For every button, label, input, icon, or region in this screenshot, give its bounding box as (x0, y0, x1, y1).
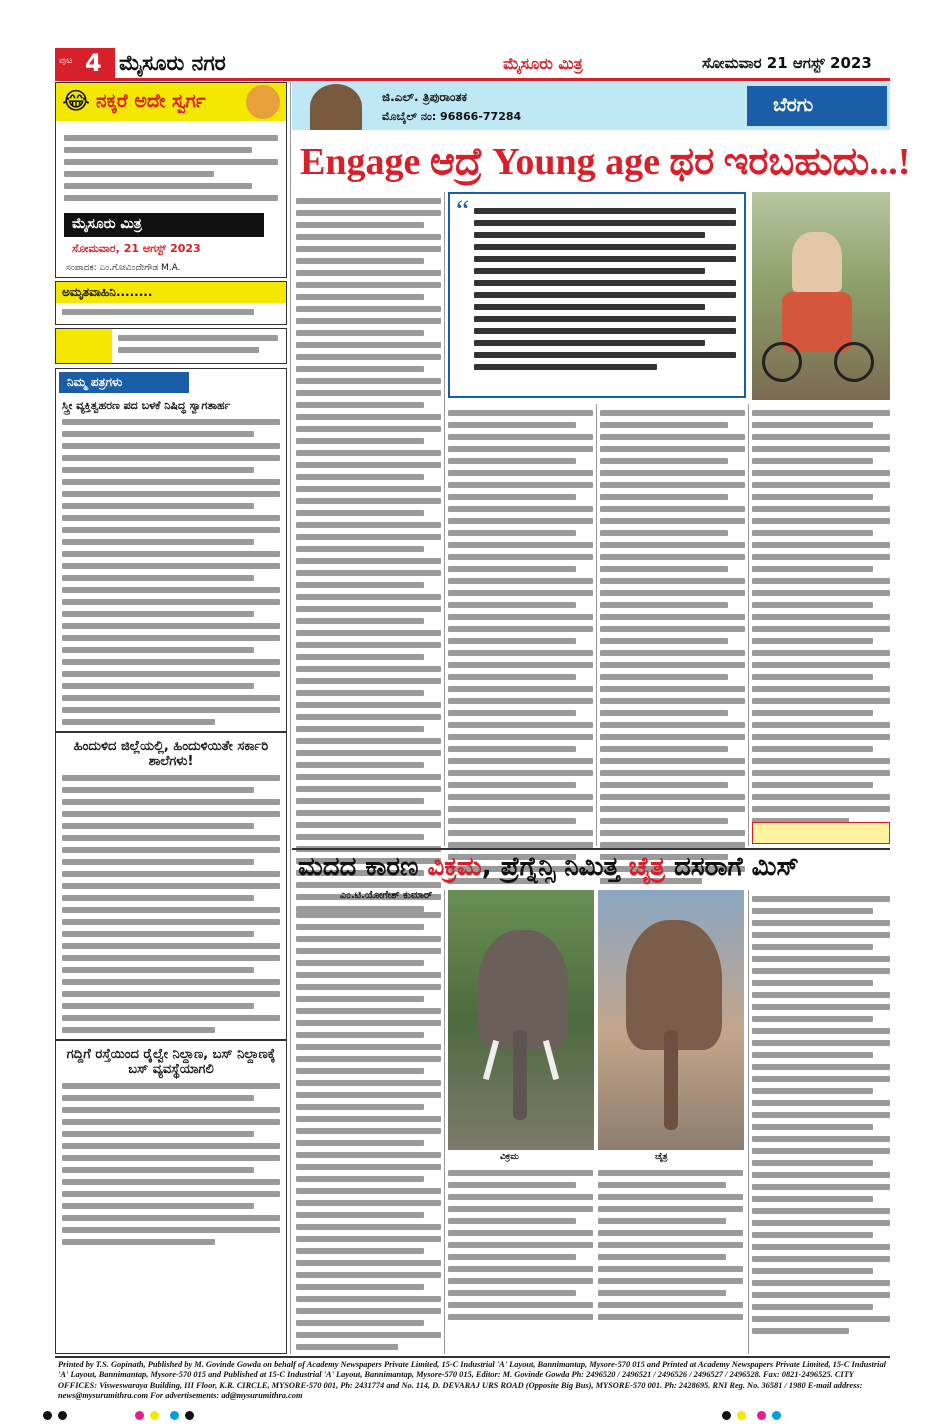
col-separator-1 (444, 192, 445, 846)
story2-col-3 (598, 1164, 743, 1326)
letters-title: ನಿಮ್ಮ ಪತ್ರಗಳು (59, 372, 189, 393)
letter3-title: ಗದ್ದಿಗೆ ರಸ್ತೆಯಿಂದ ರೈಲ್ವೇ ನಿಲ್ದಾಣ, ಬಸ್ ನಿಲ್ದಾಣಕ್ಕೆ ಬಸ್ ವ್ಯವಸ್ಥೆಯಾಗಲಿ (66, 1047, 276, 1077)
humor-box (55, 82, 287, 278)
footer-imprint: Printed by T.S. Gopinath, Published by M. Govinde Gowda on behalf of Academy Newspapers Private Limited, 15-C Industrial 'A' Layout, Bannimantap, Mysore-570 015 and Printed at Academy Newspapers Private Limited, 15-C Industrial 'A' Layout, Bannimantap, Mysore-570 015 and Published at 15-C Industrial 'A' Layout, Bannimantap, Mysore-570 015, Editor: M. Govinde Gowda Ph: 2496520 / 2496521 / 2496526 / 2496527 / 2496528. Fax: 0821-2496525. CITY OFFICES: Visweswaraya Building, III Floor, K.R. CIRCLE, MYSORE-570 001, Ph: 2431774 and No. 114, D. DEVARAJ URS ROAD (Opposite Big Bus), MYSORE-570 001. Ph: 2428695. RNI Reg. No. 36581 / 1980 E-mail address: news@mysurumithra.com For advertisements: ad@mysurumithra.com (58, 1360, 886, 1401)
elephant-photo-vikrama (448, 890, 594, 1150)
col-separator-3 (748, 404, 749, 846)
pull-quote (448, 192, 746, 398)
quote-open-icon: “ (456, 194, 470, 227)
story2-col-4 (752, 890, 890, 1340)
story2-col-2 (448, 1164, 593, 1326)
sidebar-date: ಸೋಮವಾರ, 21 ಆಗಸ್ಟ್ 2023 (72, 242, 201, 255)
amrutha-box (55, 281, 287, 325)
main-headline: Engage ಆದ್ರೆ Young age ಥರ ಇರಬಹುದು...! (300, 141, 911, 183)
elephant-photo-chaitra (598, 890, 744, 1150)
registration-marks (40, 1405, 905, 1417)
quote-badge (752, 822, 890, 844)
column-banner (292, 82, 890, 130)
header-rule (55, 78, 890, 81)
article-col-2 (448, 404, 593, 890)
headline-part-5: ದಸರಾಗೆ ಮಿಸ್ (664, 852, 799, 882)
story2-byline: ಎಂ.ಟಿ.ಯೋಗೇಶ್ ಕುಮಾರ್ (340, 890, 433, 901)
letter3-body (56, 1083, 286, 1245)
quote-box (55, 328, 287, 364)
letter2-title: ಹಿಂದುಳಿದ ಜಿಲ್ಲೆಯಲ್ಲಿ, ಹಿಂದುಳಿಯಿತೇ ಸರ್ಕಾರಿ ಶಾಲೆಗಳು! (73, 739, 269, 769)
sidebar-logo: ಮೈಸೂರು ಮಿತ್ರ (64, 213, 264, 237)
letters-section (55, 368, 287, 1354)
caption-vikrama: ವಿಕ್ರಮ (500, 1152, 519, 1162)
page-label: ಪುಟ (59, 56, 73, 66)
article-col-4 (752, 404, 890, 830)
headline-part-1: ಮದದ ಕಾರಣ (298, 852, 428, 882)
cartoon-icon (246, 85, 280, 119)
headline-part-3: , ಪ್ರೆಗ್ನೆನ್ಸಿ ನಿಮಿತ್ತ (481, 852, 629, 882)
headline-chaitra: ಚೈತ್ರ (628, 852, 665, 882)
column-section-tag: ಬೆರಗು (747, 86, 887, 126)
col-separator-5 (748, 890, 749, 1354)
humor-title: ನಕ್ಕರೆ ಅದೇ ಸ್ವರ್ಗ (96, 90, 206, 112)
article-col-3 (600, 404, 745, 890)
col-separator-2 (596, 404, 597, 846)
page-number: 4 (85, 49, 102, 77)
sidebar-editor: ಸಂಪಾದಕ: ಎಂ.ಗೋವಿಂದೇಗೌಡ M.A. (66, 263, 181, 273)
amrutha-title: ಅಮೃತವಾಹಿನಿ........ (56, 282, 286, 303)
section-title: ಮೈಸೂರು ನಗರ (119, 51, 226, 75)
masthead-logo: ಮೈಸೂರು ಮಿತ್ರ (503, 54, 583, 73)
author-name: ಜಿ.ಎಲ್. ತ್ರಿಪುರಾಂತಕ (382, 90, 468, 104)
story2-col-1 (296, 906, 441, 1356)
letter2-body (56, 775, 286, 1033)
letter1-body (56, 419, 286, 725)
humor-title-bar (56, 83, 286, 121)
caption-chaitra: ಚೈತ್ರ (655, 1152, 668, 1162)
sidebar-separator (290, 82, 291, 1354)
page-number-badge (55, 48, 115, 78)
letter1-title: ಸ್ತ್ರೀ ವ್ಯಕ್ತಿತ್ವಹರಣ ಪದ ಬಳಕೆ ನಿಷಿದ್ಧ ಸ್ವಾಗತಾರ್ಹ (62, 399, 231, 412)
headline-vikrama: ವಿಕ್ರಮ (427, 852, 482, 882)
humor-jokes (64, 129, 278, 207)
story2-headline (298, 852, 890, 883)
laughing-face-icon: 😂 (62, 87, 91, 115)
intro-column (296, 192, 441, 918)
author-avatar (310, 84, 362, 130)
page-header (55, 48, 890, 78)
footer-rule (55, 1356, 890, 1358)
header-date: ಸೋಮವಾರ 21 ಆಗಸ್ಟ್ 2023 (702, 54, 872, 72)
author-mobile: ಮೊಬೈಲ್ ನಂ: 96866-77284 (382, 110, 522, 123)
col-separator-4 (444, 890, 445, 1354)
cyclist-photo (752, 192, 890, 400)
story2-rule (292, 848, 890, 850)
